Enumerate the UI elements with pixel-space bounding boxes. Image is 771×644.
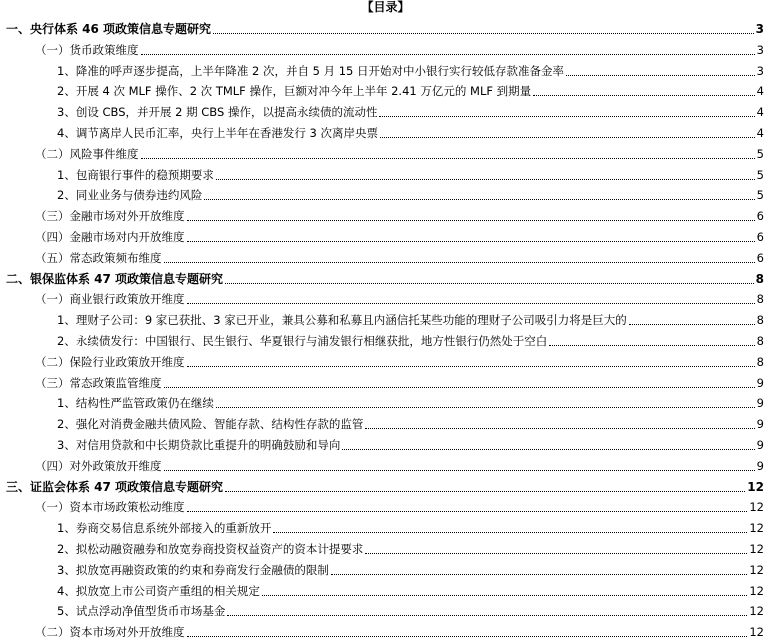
toc-page-number: 9	[756, 438, 764, 452]
toc-entry-level-2[interactable]	[35, 352, 764, 370]
toc-entry-label: （一）资本市场政策松动维度	[35, 500, 185, 515]
toc-dot-leader	[342, 449, 754, 450]
toc-page-number: 9	[756, 458, 764, 473]
toc-page-number: 12	[749, 542, 764, 556]
toc-dot-leader	[566, 75, 755, 76]
toc-page-number: 8	[756, 334, 764, 348]
toc-dot-leader	[549, 345, 754, 346]
toc-entry-level-3[interactable]	[57, 185, 764, 203]
toc-entry-label: 4、拟放宽上市公司资产重组的相关规定	[57, 583, 260, 598]
toc-entry-label: 1、降准的呼声逐步提高，上半年降准 2 次，并自 5 月 15 日开始对中小银行实行较低存款准备金率	[57, 63, 565, 78]
toc-entry-level-1[interactable]	[6, 19, 764, 37]
toc-entry-level-3[interactable]	[57, 414, 764, 432]
toc-entry-level-2[interactable]	[35, 497, 764, 515]
toc-page-number: 5	[756, 146, 764, 161]
toc-entry-level-2[interactable]	[35, 144, 764, 162]
toc-dot-leader	[262, 595, 748, 596]
toc-dot-leader	[187, 636, 748, 637]
toc-page-number: 5	[756, 188, 764, 203]
toc-entry-label: 1、券商交易信息系统外部接入的重新放开	[57, 521, 272, 536]
toc-entry-label: 2、永续债发行：中国银行、民生银行、华夏银行与浦发银行相继获批，地方性银行仍然处于空白	[57, 334, 548, 348]
toc-dot-leader	[187, 220, 755, 221]
toc-page-number: 9	[756, 375, 764, 390]
toc-dot-leader	[187, 303, 755, 304]
toc-dot-leader	[331, 574, 748, 575]
toc-entry-level-3[interactable]	[57, 539, 764, 557]
toc-page-number: 12	[749, 562, 764, 577]
toc-page-number: 12	[747, 479, 764, 494]
toc-entry-level-2[interactable]	[35, 40, 764, 58]
toc-page-number: 3	[756, 63, 764, 78]
toc-entry-level-3[interactable]	[57, 393, 764, 411]
toc-dot-leader	[187, 241, 755, 242]
toc-entry-label: 3、拟放宽再融资政策的约束和券商发行金融债的限制	[57, 562, 329, 577]
toc-entry-level-2[interactable]	[35, 622, 764, 640]
toc-entry-label: 4、调节离岸人民币汇率，央行上半年在香港发行 3 次离岸央票	[57, 126, 378, 140]
toc-dot-leader	[227, 615, 747, 616]
toc-entry-label: （五）常态政策频布维度	[35, 250, 162, 265]
toc-dot-leader	[141, 54, 755, 55]
toc-entry-level-3[interactable]	[57, 331, 764, 349]
toc-page-number: 4	[756, 126, 764, 140]
toc-entry-label: （二）风险事件维度	[35, 146, 139, 161]
toc-entry-label: （二）资本市场对外开放维度	[35, 625, 185, 640]
toc-entry-label: 1、理财子公司：9 家已获批、3 家已开业，兼具公募和私募且内涵信托某些功能的理财子公司吸引力将是巨大的	[57, 313, 627, 328]
toc-entry-label: （三）金融市场对外开放维度	[35, 209, 185, 224]
toc-dot-leader	[164, 470, 755, 471]
toc-entry-level-3[interactable]	[57, 518, 764, 536]
toc-entry-label: （四）对外政策放开维度	[35, 458, 162, 473]
toc-page-number: 6	[756, 209, 764, 224]
toc-dot-leader	[533, 95, 755, 96]
toc-entry-level-2[interactable]	[35, 456, 764, 474]
toc-entry-level-1[interactable]	[6, 269, 764, 287]
toc-entry-level-3[interactable]	[57, 61, 764, 79]
toc-entry-level-3[interactable]	[57, 102, 764, 120]
toc-dot-leader	[213, 33, 754, 34]
toc-entry-level-3[interactable]	[57, 310, 764, 328]
toc-page-number: 4	[756, 105, 764, 120]
toc-entry-level-2[interactable]	[35, 206, 764, 224]
toc-page-number: 5	[756, 167, 764, 182]
toc-entry-label: 三、证监会体系 47 项政策信息专题研究	[6, 479, 224, 494]
toc-page-number: 9	[756, 396, 764, 411]
toc-entry-label: （一）货币政策维度	[35, 42, 139, 57]
toc-entry-level-3[interactable]	[57, 123, 764, 141]
toc-entry-label: （四）金融市场对内开放维度	[35, 230, 185, 244]
toc-dot-leader	[204, 199, 754, 200]
toc-entry-label: （一）商业银行政策放开维度	[35, 292, 185, 307]
toc-page-number: 12	[749, 604, 764, 619]
toc-entry-label: （二）保险行业政策放开维度	[35, 354, 185, 369]
toc-entry-level-3[interactable]	[57, 81, 764, 99]
toc-page-number: 8	[756, 292, 764, 307]
toc-dot-leader	[216, 179, 755, 180]
toc-entry-level-3[interactable]	[57, 165, 764, 183]
toc-page-number: 12	[749, 625, 764, 640]
toc-entry-label: 2、开展 4 次 MLF 操作、2 次 TMLF 操作，巨额对冲今年上半年 2.41 万亿元的 MLF 到期量	[57, 84, 532, 99]
toc-entry-level-2[interactable]	[35, 248, 764, 266]
toc-entry-level-3[interactable]	[57, 581, 764, 599]
toc-title: 【目录】	[361, 0, 410, 14]
toc-dot-leader	[380, 137, 755, 138]
toc-entry-level-3[interactable]	[57, 435, 764, 453]
toc-dot-leader	[216, 407, 755, 408]
toc-page-number: 8	[756, 313, 764, 328]
toc-page-number: 6	[756, 250, 764, 265]
toc-dot-leader	[164, 387, 755, 388]
toc-page-number: 12	[749, 521, 764, 536]
toc-dot-leader	[365, 553, 747, 554]
toc-page-number: 9	[756, 417, 764, 432]
toc-dot-leader	[187, 511, 748, 512]
toc-entry-label: 1、结构性严监管政策仍在继续	[57, 396, 214, 411]
toc-entry-level-2[interactable]	[35, 289, 764, 307]
toc-page-number: 3	[755, 22, 764, 36]
toc-dot-leader	[225, 491, 745, 492]
toc-page-number: 12	[749, 500, 764, 515]
toc-page-number: 6	[756, 230, 764, 244]
toc-dot-leader	[365, 428, 754, 429]
toc-dot-leader	[225, 283, 754, 284]
toc-page-number: 8	[756, 354, 764, 369]
toc-entry-label: 3、对信用贷款和中长期贷款比重提升的明确鼓励和导向	[57, 438, 341, 452]
toc-page-number: 3	[756, 42, 764, 57]
toc-entry-label: 2、拟松动融资融券和放宽券商投资权益资产的资本计提要求	[57, 542, 364, 556]
toc-entry-level-1[interactable]	[6, 477, 764, 495]
toc-dot-leader	[187, 366, 755, 367]
toc-entry-label: 5、试点浮动净值型货币市场基金	[57, 604, 226, 619]
toc-entry-level-3[interactable]	[57, 560, 764, 578]
toc-page-number: 12	[749, 583, 764, 598]
toc-entry-label: 1、包商银行事件的稳预期要求	[57, 167, 214, 182]
toc-entry-level-3[interactable]	[57, 601, 764, 619]
toc-entry-label: 一、央行体系 46 项政策信息专题研究	[6, 22, 212, 36]
toc-dot-leader	[164, 262, 755, 263]
toc-dot-leader	[379, 116, 754, 117]
toc-entry-label: （三）常态政策监管维度	[35, 375, 162, 390]
toc-dot-leader	[629, 324, 755, 325]
toc-dot-leader	[141, 158, 755, 159]
toc-entry-label: 3、创设 CBS，并开展 2 期 CBS 操作，以提高永续债的流动性	[57, 105, 378, 120]
toc-entry-label: 二、银保监体系 47 项政策信息专题研究	[6, 271, 224, 286]
toc-page-number: 8	[755, 271, 764, 286]
toc-entry-level-2[interactable]	[35, 227, 764, 245]
toc-entry-level-2[interactable]	[35, 373, 764, 391]
toc-page-number: 4	[756, 84, 764, 99]
toc-dot-leader	[273, 532, 747, 533]
toc-entry-label: 2、同业业务与债券违约风险	[57, 188, 203, 203]
toc-entry-label: 2、强化对消费金融共债风险、智能存款、结构性存款的监管	[57, 417, 364, 432]
